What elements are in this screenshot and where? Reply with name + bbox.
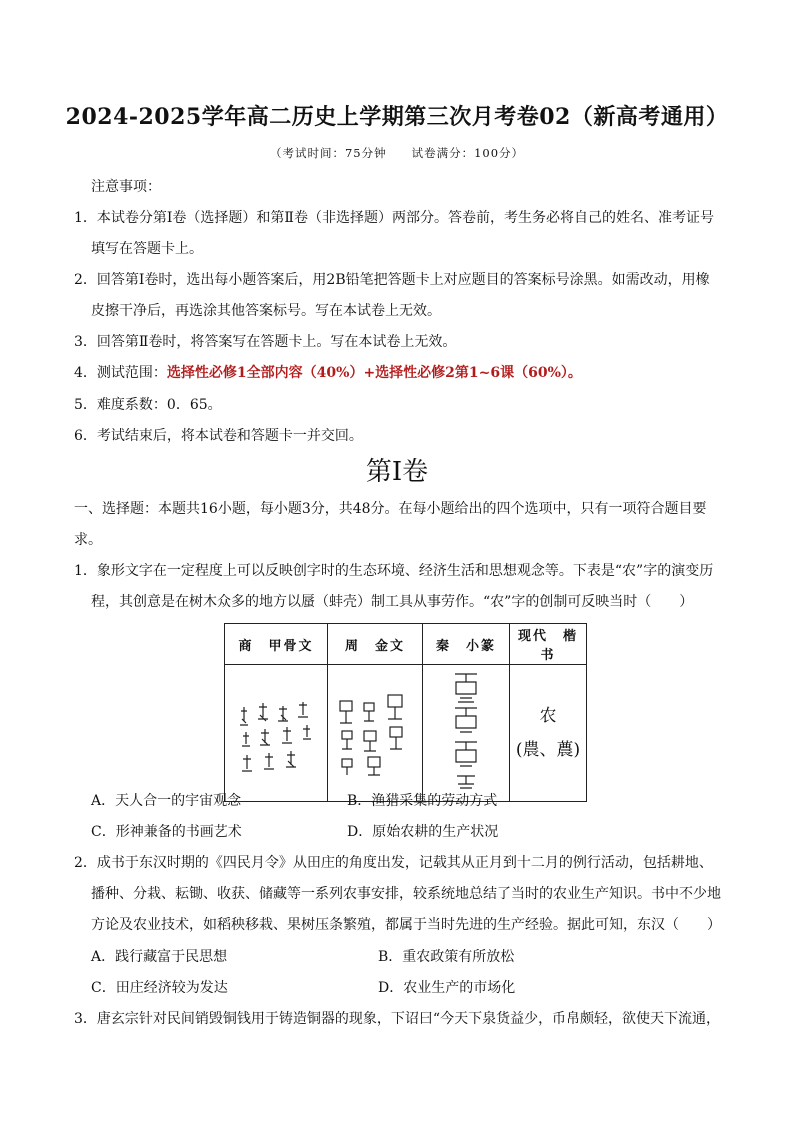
test-range-text: 选择性必修1全部内容（40%）+选择性必修2第1~6课（60%）。 xyxy=(166,365,582,381)
section-title: 第Ⅰ卷 xyxy=(365,457,429,487)
question-2-line-3: 方论及农业技术，如稻秧移栽、果树压条繁殖，都属于当时先进的生产经验。据此可知，东汉（ ） xyxy=(91,917,721,933)
table-header-shang: 商 甲骨文 xyxy=(225,624,328,665)
question-2-option-a: A．践行藏富于民思想 xyxy=(91,949,228,965)
question-3-line-1: 3．唐玄宗针对民间销毁铜钱用于铸造铜器的现象，下诏曰“今天下泉货益少，币帛颇轻，欲使天下流通， xyxy=(74,1011,721,1027)
question-2-option-b: B．重农政策有所放松 xyxy=(378,949,515,965)
note-item-5: 5．难度系数：0．65。 xyxy=(74,397,222,413)
question-2-line-1: 2．成书于东汉时期的《四民月令》从田庄的角度出发，记载其从正月到十二月的例行活动，包括耕地、 xyxy=(74,855,713,871)
note-item-4-prefix: 4．测试范围： xyxy=(74,365,167,381)
note-item-2-line-1: 2．回答第Ⅰ卷时，选出每小题答案后，用2B铅笔把答题卡上对应题目的答案标号涂黑。如需改动，用橡 xyxy=(74,272,710,288)
question-1-line-1: 1．象形文字在一定程度上可以反映创字时的生态环境、经济生活和思想观念等。下表是“农”字的演变历 xyxy=(74,563,714,579)
modern-character: 农 xyxy=(539,706,557,726)
exam-subtitle: （考试时间：75分钟 试卷满分：100分） xyxy=(269,146,525,160)
table-header-zhou: 周 金文 xyxy=(328,624,423,665)
bronze-glyphs xyxy=(332,681,418,781)
section-intro-line-2: 求。 xyxy=(74,532,102,548)
notes-heading: 注意事项： xyxy=(91,179,161,195)
exam-title: 2024-2025学年高二历史上学期第三次月考卷02（新高考通用） xyxy=(65,104,729,130)
question-1-option-a: A．天人合一的宇宙观念 xyxy=(91,793,242,809)
note-item-2-line-2: 皮擦干净后，再选涂其他答案标号。写在本试卷上无效。 xyxy=(91,303,441,319)
question-2-option-d: D．农业生产的市场化 xyxy=(378,980,516,996)
bronze-glyphs-image xyxy=(328,665,423,802)
modern-character-variants: (農、蕽) xyxy=(515,740,581,760)
question-2-line-2: 播种、分栽、耘锄、收获、储藏等一系列农事安排，较系统地总结了当时的农业生产知识。书中不少地 xyxy=(91,886,721,902)
character-evolution-table xyxy=(224,623,587,802)
question-1-option-c: C．形神兼备的书画艺术 xyxy=(91,824,242,840)
question-1-option-b: B．渔猎采集的劳动方式 xyxy=(347,793,498,809)
modern-character-cell xyxy=(510,665,587,802)
oracle-bone-glyphs xyxy=(231,681,321,781)
note-item-6: 6．考试结束后，将本试卷和答题卡一并交回。 xyxy=(74,428,363,444)
note-item-3: 3．回答第Ⅱ卷时，将答案写在答题卡上。写在本试卷上无效。 xyxy=(74,334,457,350)
table-header-qin: 秦 小篆 xyxy=(423,624,510,665)
question-2-option-c: C．田庄经济较为发达 xyxy=(91,980,228,996)
small-seal-glyphs-image xyxy=(423,665,510,802)
oracle-bone-glyphs-image xyxy=(225,665,328,802)
question-1-line-2: 程，其创意是在树木众多的地方以蜃（蚌壳）制工具从事劳作。“农”字的创制可反映当时（ ） xyxy=(91,594,694,610)
question-1-option-d: D．原始农耕的生产状况 xyxy=(347,824,499,840)
section-intro-line-1: 一、选择题：本题共16小题，每小题3分，共48分。在每小题给出的四个选项中，只有一项符合题目要 xyxy=(74,501,707,517)
small-seal-glyphs xyxy=(441,666,491,796)
note-item-1-line-2: 填写在答题卡上。 xyxy=(91,241,203,257)
note-item-4 xyxy=(74,362,582,382)
table-header-modern: 现代 楷书 xyxy=(510,624,587,665)
note-item-1-line-1: 1．本试卷分第Ⅰ卷（选择题）和第Ⅱ卷（非选择题）两部分。答卷前，考生务必将自己的姓名、准考证号 xyxy=(74,210,714,226)
